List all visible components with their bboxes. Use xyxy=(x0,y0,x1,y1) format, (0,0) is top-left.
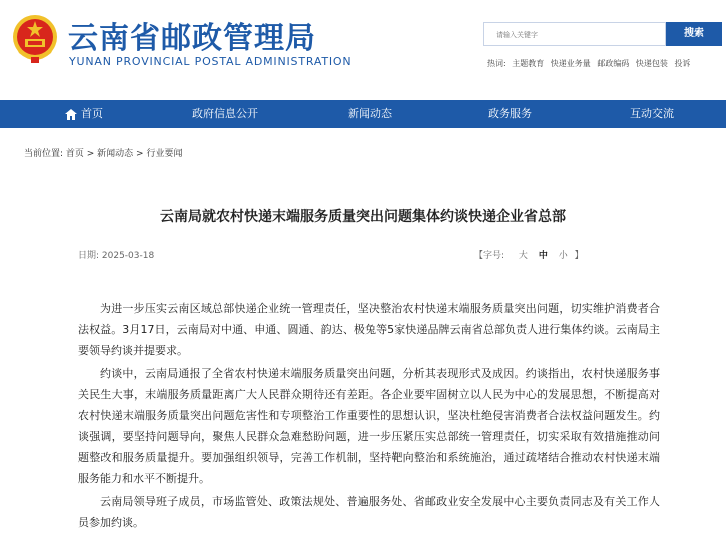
nav-item-label: 首页 xyxy=(81,107,103,120)
hot-word-link[interactable]: 主题教育 xyxy=(512,59,545,68)
font-size-medium[interactable]: 中 xyxy=(538,251,548,261)
search-button[interactable]: 搜索 xyxy=(666,22,722,46)
nav-item-home[interactable] xyxy=(44,100,124,128)
breadcrumb-path[interactable]: 首页 > 新闻动态 > 行业要闻 xyxy=(65,149,183,159)
breadcrumb-label: 当前位置: xyxy=(24,149,64,159)
breadcrumb xyxy=(24,146,182,159)
hot-word-link[interactable]: 投诉 xyxy=(674,59,691,68)
article-paragraph: 为进一步压实云南区域总部快递企业统一管理责任，坚决整治农村快递末端服务质量突出问题，切实维护消费者合法权益。3月17日，云南局对中通、申通、圆通、韵达、极兔等5家快递品牌云南省总部负责人进行集体约谈。云南局主要领导约谈并提要求。 xyxy=(78,302,660,357)
article-paragraph: 约谈中，云南局通报了全省农村快递末端服务质量突出问题，分析其表现形式及成因。约谈指出，农村快递服务事关民生大事，末端服务质量距离广大人民群众期待还有差距。各企业要牢固树立以人民为中心的发展思想，不断提高对农村快递末端服务质量突出问题危害性和专项整治工作重要性的思想认识，坚决杜绝侵害消费者合法权益问题发生。约谈强调，要坚持问题导向，聚焦人民群众急难愁盼问题，进一步压紧压实总部统一管理责任，切实采取有效措施推动问题整改和服务质量提升。要加强组织领导，完善工作机制，坚持靶向整治和系统施治，通过疏堵结合推动农村快递末端服务能力和水平不断提升。 xyxy=(78,367,660,485)
home-icon xyxy=(65,109,77,120)
national-emblem-icon xyxy=(11,13,59,65)
article-body xyxy=(78,298,660,535)
article-date: 日期: 2025-03-18 xyxy=(78,251,155,261)
main-nav xyxy=(0,100,726,128)
nav-item-interaction[interactable]: 互动交流 xyxy=(630,107,674,120)
nav-item-services[interactable]: 政务服务 xyxy=(488,107,532,120)
site-title: 云南省邮政管理局 xyxy=(68,21,316,56)
site-header xyxy=(0,0,726,100)
search-input[interactable]: 请输入关键字 xyxy=(483,22,666,46)
hot-word-link[interactable]: 邮政编码 xyxy=(597,59,630,68)
hot-word-link[interactable]: 快递包装 xyxy=(635,59,668,68)
font-size-end: 】 xyxy=(574,251,584,261)
article-title: 云南局就农村快递末端服务质量突出问题集体约谈快递企业省总部 xyxy=(160,209,566,225)
nav-item-gov-info[interactable]: 政府信息公开 xyxy=(192,107,258,120)
hot-words xyxy=(487,58,694,69)
hot-words-label: 热词: xyxy=(487,59,506,68)
site-subtitle: YUNAN PROVINCIAL POSTAL ADMINISTRATION xyxy=(69,55,352,68)
font-size-switcher xyxy=(474,248,584,261)
article-paragraph: 云南局领导班子成员，市场监管处、政策法规处、普遍服务处、省邮政业安全发展中心主要负责同志及有关工作人员参加约谈。 xyxy=(78,495,660,529)
font-size-small[interactable]: 小 xyxy=(558,251,568,261)
hot-word-link[interactable]: 快递业务量 xyxy=(550,59,591,68)
font-size-large[interactable]: 大 xyxy=(518,251,528,261)
nav-item-news[interactable]: 新闻动态 xyxy=(348,107,392,120)
font-size-label: 【字号: xyxy=(474,251,505,261)
